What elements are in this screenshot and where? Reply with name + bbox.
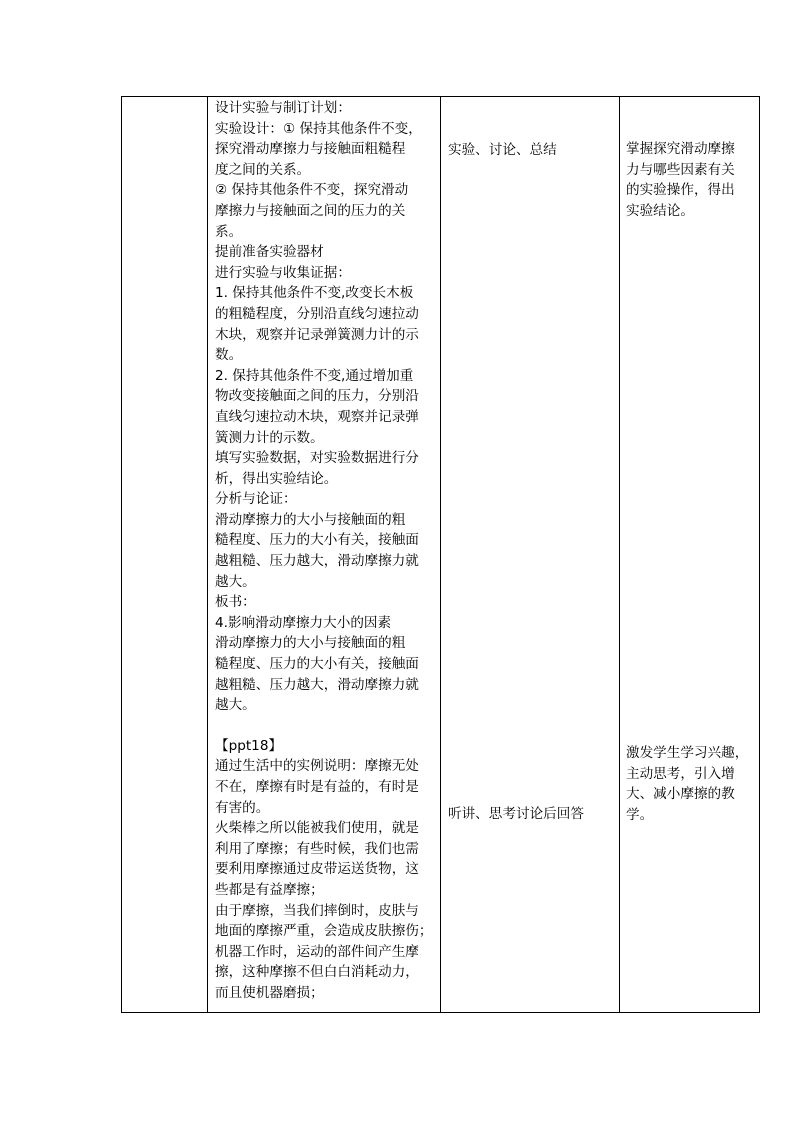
process-line: 2. 保持其他条件不变,通过增加重 (215, 367, 414, 384)
process-line: 擦，这种摩擦不但白白消耗动力， (215, 964, 419, 981)
table-row (122, 97, 760, 1013)
process-line: 不在，摩擦有时是有益的，有时是 (215, 779, 419, 795)
process-line: 数。 (215, 347, 243, 364)
process-line: 糙程度、压力的大小有关，接触面 (215, 656, 419, 673)
design-intent-line: 大、减小摩擦的教 (626, 786, 735, 803)
stage-cell-empty (122, 97, 208, 1013)
process-line: 糙程度、压力的大小有关，接触面 (215, 532, 419, 549)
process-line: 地面的摩擦严重，会造成皮肤擦伤； (215, 923, 433, 940)
design-intent-line: 实验结论。 (626, 202, 694, 219)
lesson-plan-table (121, 96, 760, 1013)
process-line: 越粗糙、压力越大，滑动摩擦力就 (215, 676, 419, 693)
process-line: 通过生活中的实例说明：摩擦无处 (215, 758, 419, 775)
process-line: 越大。 (215, 573, 256, 590)
process-line: 滑动摩擦力的大小与接触面的粗 (215, 511, 406, 528)
process-line: 滑动摩擦力的大小与接触面的粗 (215, 635, 406, 652)
process-line: 物改变接触面之间的压力，分别沿 (215, 388, 419, 405)
student-activity-first: 实验、讨论、总结 (448, 142, 557, 158)
design-intent-second (626, 743, 748, 825)
process-line: 直线匀速拉动木块，观察并记录弹 (215, 408, 419, 425)
process-line: 填写实验数据，对实验数据进行分 (215, 450, 419, 467)
process-line: 实验设计：① 保持其他条件不变， (215, 120, 422, 137)
design-intent-line: 主动思考，引入增 (626, 765, 735, 782)
process-line: 利用了摩擦；有些时候，我们也需 (215, 840, 419, 857)
design-intent-line: 力与哪些因素有关 (626, 161, 735, 178)
design-intent-line: 学。 (626, 806, 654, 823)
process-line: 簧测力计的示数。 (215, 429, 324, 446)
process-line: 越大。 (215, 697, 256, 714)
process-line: 摩擦力与接触面之间的压力的关 (215, 202, 406, 219)
process-line: 进行实验与收集证据： (215, 264, 351, 281)
process-line: 【ppt18】 (215, 737, 283, 754)
blank-line (215, 716, 436, 736)
process-line: 些都是有益摩擦； (215, 881, 324, 898)
process-line: 系。 (215, 223, 243, 240)
process-line: 设计实验与制订计划： (215, 100, 351, 116)
process-line: 度之间的关系。 (215, 161, 311, 178)
process-line: 的粗糙程度，分别沿直线匀速拉动 (215, 305, 419, 322)
student-activity-second: 听讲、思考讨论后回答 (448, 806, 584, 822)
process-line: 而且使机器磨损； (215, 984, 324, 1001)
student-activity-cell (441, 97, 620, 1013)
process-line: 火柴棒之所以能被我们使用，就是 (215, 820, 419, 837)
process-line: 越粗糙、压力越大，滑动摩擦力就 (215, 553, 419, 570)
process-line: 1. 保持其他条件不变,改变长木板 (215, 285, 414, 302)
process-line: 分析与论证： (215, 491, 297, 508)
design-intent-first (626, 139, 735, 221)
process-line: 有害的。 (215, 799, 270, 816)
design-intent-cell (620, 97, 760, 1013)
process-line: 析，得出实验结论。 (215, 470, 338, 487)
process-line: 由于摩擦，当我们摔倒时，皮肤与 (215, 902, 419, 919)
process-line: 探究滑动摩擦力与接触面粗糙程 (215, 141, 406, 158)
design-intent-line: 激发学生学习兴趣， (626, 745, 749, 761)
process-line: 板书： (215, 594, 256, 611)
teaching-process-text (215, 98, 436, 1004)
process-line: 机器工作时，运动的部件间产生摩 (215, 943, 419, 960)
process-line: ② 保持其他条件不变，探究滑动 (215, 182, 409, 199)
process-line: 提前准备实验器材 (215, 244, 324, 261)
process-line: 4.影响滑动摩擦力大小的因素 (215, 614, 392, 631)
process-line: 木块，观察并记录弹簧测力计的示 (215, 326, 419, 343)
design-intent-line: 掌握探究滑动摩擦 (626, 141, 735, 157)
process-line: 要利用摩擦通过皮带运送货物，这 (215, 861, 419, 878)
design-intent-line: 的实验操作，得出 (626, 182, 735, 199)
teaching-process-cell (208, 97, 441, 1013)
